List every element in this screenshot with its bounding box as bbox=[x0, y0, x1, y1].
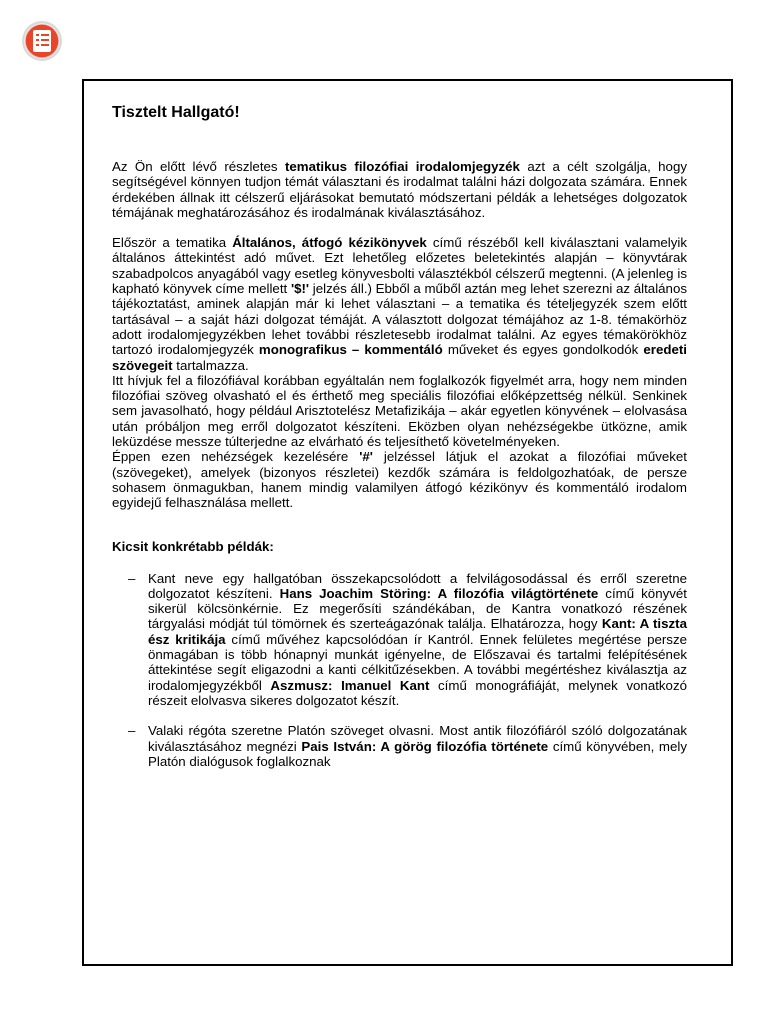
warning-paragraph: Itt hívjuk fel a filozófiával korábban egyáltalán nem foglalkozók figyelmét arra, hogy nem minden filozófiai szöveg olvasható el és érthető meg speciális filozófiai előképzettség nélkül. Senkinek sem javasolható, hogy például Arisztotelész Metafizikája – akár egyetlen könyvének – elolvasása után próbáljon meg erről dolgozatot készíteni. Eközben olyan nehézségekbe ütközne, amik leküzdése messze túlterjedne az elvárható és teljesíthető követelményeken. bbox=[112, 372, 687, 450]
document-content bbox=[112, 103, 687, 784]
intro-paragraph: Az Ön előtt lévő részletes tematikus filozófiai irodalomjegyzék azt a célt szolgálja, hogy segítségével könnyen tudjon témát választani és irodalmat találni házi dolgozata számára. Ennek érdekében állnak itt célszerű eljárásokat bemutató módszertani példák a lehetséges dolgozatok témájának meghatározásához és irodalmának kiválasztásához. bbox=[112, 159, 687, 220]
section-heading: Kicsit konkrétabb példák: bbox=[112, 538, 274, 554]
list-item: – Kant neve egy hallgatóban összekapcsolódott a felvilágosodással és erről szeretne dolgozatot készíteni. Hans Joachim Störing: A filozófia világtörténete című könyvét sikerül kölcsönkérnie. Ez megerősíti szándékában, de Kantra vonatkozó részének tárgyalási módját túl tömörnek és szerteágazónak találja. Elhatározza, hogy Kant: A tiszta ész kritikája című művéhez kapcsolódóan ír Kantról. Ennek felületes megértése persze önmagában is több hónapnyi munkát igényelne, de Előszavai és tartalmi felépítésének áttekintése segít eligazodni a kanti célkitűzésekben. A további megértéshez kiválasztja az irodalomjegyzékből Aszmusz: Imanuel Kant című monográfiáját, melynek vonatkozó részeit elolvasva sikeres dolgozatot készít. bbox=[128, 570, 687, 708]
document-list-icon[interactable] bbox=[20, 19, 64, 63]
list-item: – Valaki régóta szeretne Platón szöveget olvasni. Most antik filozófiáról szóló dolgozatának kiválasztásához megnézi Pais István: A görög filozófia története című könyvében, mely Platón dialógusok foglalkoznak bbox=[128, 723, 688, 769]
bullet-dash: – bbox=[128, 570, 136, 586]
document-title: Tisztelt Hallgató! bbox=[112, 104, 240, 121]
symbol-paragraph: Éppen ezen nehézségek kezelésére '#' jelzéssel látjuk el azokat a filozófiai műveket (szövegeket), amelyek (bizonyos részletei) kezdők számára is feldolgozhatóak, de persze sohasem önmagukban, hanem mindig valamilyen átfogó kézikönyv és kommentáló irodalom egyidejű felhasználása mellett. bbox=[112, 449, 688, 511]
method-paragraph: Először a tematika Általános, átfogó kézikönyvek című részéből kell kiválasztani valamelyik általános áttekintést adó művet. Ezt lehetőleg előzetes beletekintés alapján – könyvtárak szabadpolcos anyagából vagy esetleg könyvesbolti választékból célszerű megtenni. (A jelenleg is kapható könyvek címe mellett '$!' jelzés áll.) Ebből a műből aztán meg lehet szerezni az általános tájékoztatást, aminek alapján már ki lehet választani – a tematika és tételjegyzék szem előtt tartásával – a saját házi dolgozat témáját. A választott dolgozat témájához az 1-8. témakörhöz adott irodalomjegyzékben lehet további részletesebb irodalmat találni. Az egyes témakörökhöz tartozó irodalomjegyzék monografikus – kommentáló műveket és egyes gondolkodók eredeti szövegeit tartalmazza. bbox=[112, 235, 687, 373]
bullet-dash: – bbox=[128, 723, 136, 739]
examples-list bbox=[112, 571, 687, 770]
document-page bbox=[82, 79, 733, 966]
